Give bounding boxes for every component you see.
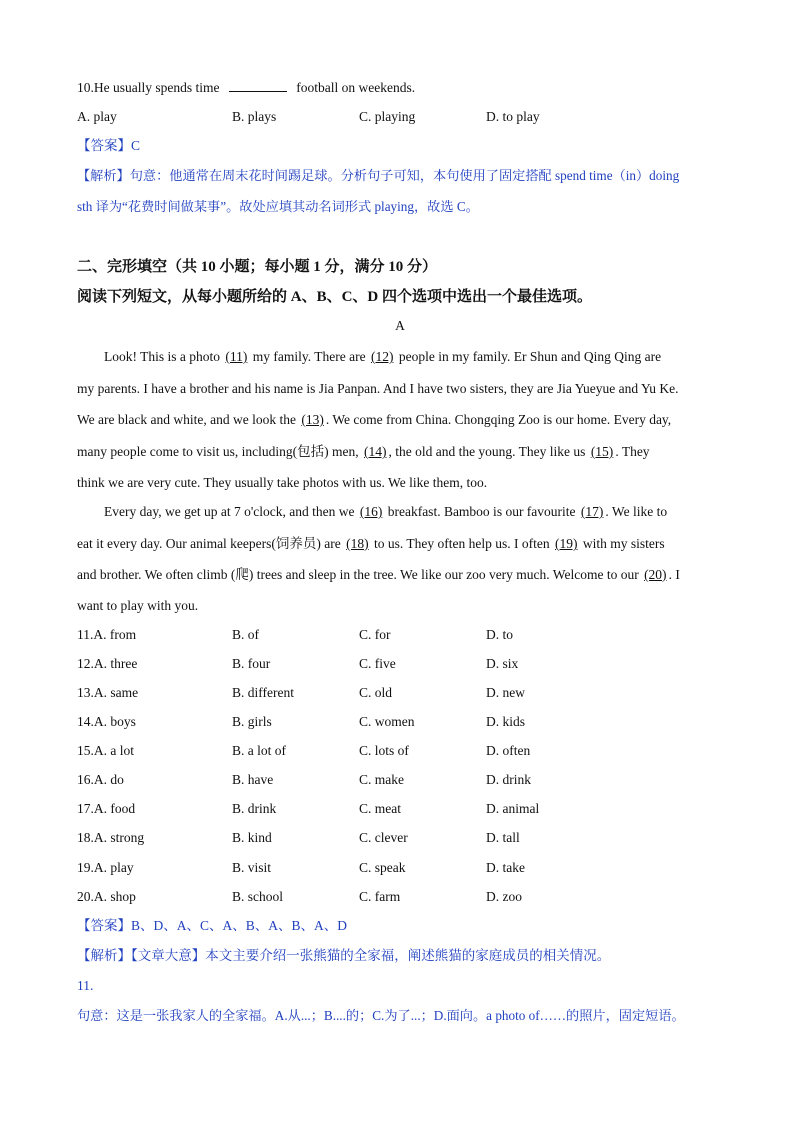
option-14-c: C. women bbox=[359, 714, 415, 729]
blank-12: (12) bbox=[370, 349, 394, 364]
option-17-d: D. animal bbox=[486, 801, 540, 816]
option-13-d: D. new bbox=[486, 685, 525, 700]
option-15-b: B. a lot of bbox=[232, 743, 286, 758]
option-11-d: D. to bbox=[486, 627, 513, 642]
option-12-d: D. six bbox=[486, 656, 519, 671]
text-segment: Every day, we get up at 7 o'clock, and then we bbox=[104, 504, 358, 519]
option-12-b: B. four bbox=[232, 656, 271, 671]
option-17-b: B. drink bbox=[232, 801, 277, 816]
q10-option-d: D. to play bbox=[486, 109, 540, 124]
text-segment: to us. They often help us. I often bbox=[370, 536, 553, 551]
option-12-c: C. five bbox=[359, 656, 396, 671]
blank-17: (17) bbox=[580, 504, 604, 519]
text-segment: many people come to visit us, including(包括) men, bbox=[77, 444, 362, 459]
option-17-a: 17.A. food bbox=[77, 801, 136, 816]
passage-label: A bbox=[395, 318, 405, 333]
option-11-a: 11.A. from bbox=[77, 627, 137, 642]
text-segment: We are black and white, and we look the bbox=[77, 412, 300, 427]
option-13-b: B. different bbox=[232, 685, 294, 700]
option-14-d: D. kids bbox=[486, 714, 526, 729]
q10-stem-pre: 10.He usually spends time bbox=[77, 80, 220, 95]
option-11-b: B. of bbox=[232, 627, 259, 642]
option-17-c: C. meat bbox=[359, 801, 401, 816]
option-18-d: D. tall bbox=[486, 830, 520, 845]
passage-line bbox=[77, 443, 650, 461]
option-18-c: C. clever bbox=[359, 830, 408, 845]
text-segment: Look! This is a photo bbox=[104, 349, 224, 364]
blank-20: (20) bbox=[644, 567, 667, 582]
q10-stem bbox=[77, 79, 415, 97]
option-19-d: D. take bbox=[486, 860, 525, 875]
q10-blank bbox=[229, 79, 287, 92]
text-segment: my family. There are bbox=[249, 349, 369, 364]
text-segment: eat it every day. Our animal keepers(饲养员) are bbox=[77, 536, 345, 551]
option-20-b: B. school bbox=[232, 889, 284, 904]
option-20-a: 20.A. shop bbox=[77, 889, 136, 904]
option-16-b: B. have bbox=[232, 772, 274, 787]
option-13-c: C. old bbox=[359, 685, 393, 700]
option-13-a: 13.A. same bbox=[77, 685, 139, 700]
answers-line: 【答案】B、D、A、C、A、B、A、B、A、D bbox=[77, 918, 348, 933]
blank-13: (13) bbox=[301, 412, 324, 427]
blank-19: (19) bbox=[554, 536, 578, 551]
q10-stem-post: football on weekends. bbox=[296, 80, 416, 95]
text-segment: breakfast. Bamboo is our favourite bbox=[384, 504, 579, 519]
passage-line bbox=[104, 503, 667, 521]
option-15-a: 15.A. a lot bbox=[77, 743, 134, 758]
passage-line bbox=[104, 348, 661, 366]
option-14-b: B. girls bbox=[232, 714, 272, 729]
passage-line: my parents. I have a brother and his name is Jia Panpan. And I have two sisters, they are Jia Yueyue and Yu Ke. bbox=[77, 381, 679, 396]
q10-analysis-line2: sth 译为“花费时间做某事”。故处应填其动名词形式 playing，故选 C。 bbox=[77, 199, 479, 214]
blank-18: (18) bbox=[346, 536, 369, 551]
option-14-a: 14.A. boys bbox=[77, 714, 136, 729]
q10-option-c: C. playing bbox=[359, 109, 416, 124]
passage-line bbox=[77, 566, 680, 584]
option-18-b: B. kind bbox=[232, 830, 272, 845]
analysis-item-number: 11. bbox=[77, 978, 94, 993]
q10-option-b: B. plays bbox=[232, 109, 277, 124]
q10-answer: 【答案】C bbox=[77, 138, 141, 153]
passage-line: think we are very cute. They usually take photos with us. We like them, too. bbox=[77, 475, 488, 490]
option-16-d: D. drink bbox=[486, 772, 531, 787]
text-segment: . We come from China. Chongqing Zoo is our home. Every day, bbox=[325, 412, 672, 427]
blank-15: (15) bbox=[590, 444, 614, 459]
option-19-c: C. speak bbox=[359, 860, 406, 875]
text-segment: . I bbox=[668, 567, 680, 582]
option-16-c: C. make bbox=[359, 772, 404, 787]
option-18-a: 18.A. strong bbox=[77, 830, 145, 845]
analysis-summary: 【解析】【文章大意】本文主要介绍一张熊猫的全家福，阐述熊猫的家庭成员的相关情况。 bbox=[77, 948, 611, 963]
section-heading: 二、完形填空（共 10 小题；每小题 1 分，满分 10 分） bbox=[77, 259, 438, 275]
analysis-item-text: 句意：这是一张我家人的全家福。A.从...；B....的；C.为了...；D.面向。a photo of……的照片，固定短语。 bbox=[77, 1008, 685, 1023]
q10-analysis-line1: 【解析】句意：他通常在周末花时间踢足球。分析句子可知，本句使用了固定搭配 spend time（in）doing bbox=[77, 168, 680, 183]
option-19-b: B. visit bbox=[232, 860, 272, 875]
option-15-c: C. lots of bbox=[359, 743, 409, 758]
option-19-a: 19.A. play bbox=[77, 860, 134, 875]
passage-line bbox=[77, 411, 671, 429]
text-segment: with my sisters bbox=[579, 536, 665, 551]
option-16-a: 16.A. do bbox=[77, 772, 124, 787]
text-segment: . They bbox=[615, 444, 650, 459]
text-segment: and brother. We often climb (爬) trees and sleep in the tree. We like our zoo very much. Welcome to our bbox=[77, 567, 643, 582]
q10-option-a: A. play bbox=[77, 109, 117, 124]
passage-line bbox=[77, 535, 665, 553]
option-11-c: C. for bbox=[359, 627, 391, 642]
option-15-d: D. often bbox=[486, 743, 531, 758]
option-12-a: 12.A. three bbox=[77, 656, 138, 671]
text-segment: people in my family. Er Shun and Qing Qing are bbox=[395, 349, 662, 364]
section-instruction: 阅读下列短文，从每小题所给的 A、B、C、D 四个选项中选出一个最佳选项。 bbox=[77, 289, 593, 305]
passage-line: want to play with you. bbox=[77, 598, 199, 613]
blank-16: (16) bbox=[359, 504, 383, 519]
option-20-d: D. zoo bbox=[486, 889, 522, 904]
text-segment: . We like to bbox=[605, 504, 668, 519]
option-20-c: C. farm bbox=[359, 889, 401, 904]
blank-14: (14) bbox=[363, 444, 387, 459]
text-segment: , the old and the young. They like us bbox=[388, 444, 589, 459]
blank-11: (11) bbox=[225, 349, 248, 364]
